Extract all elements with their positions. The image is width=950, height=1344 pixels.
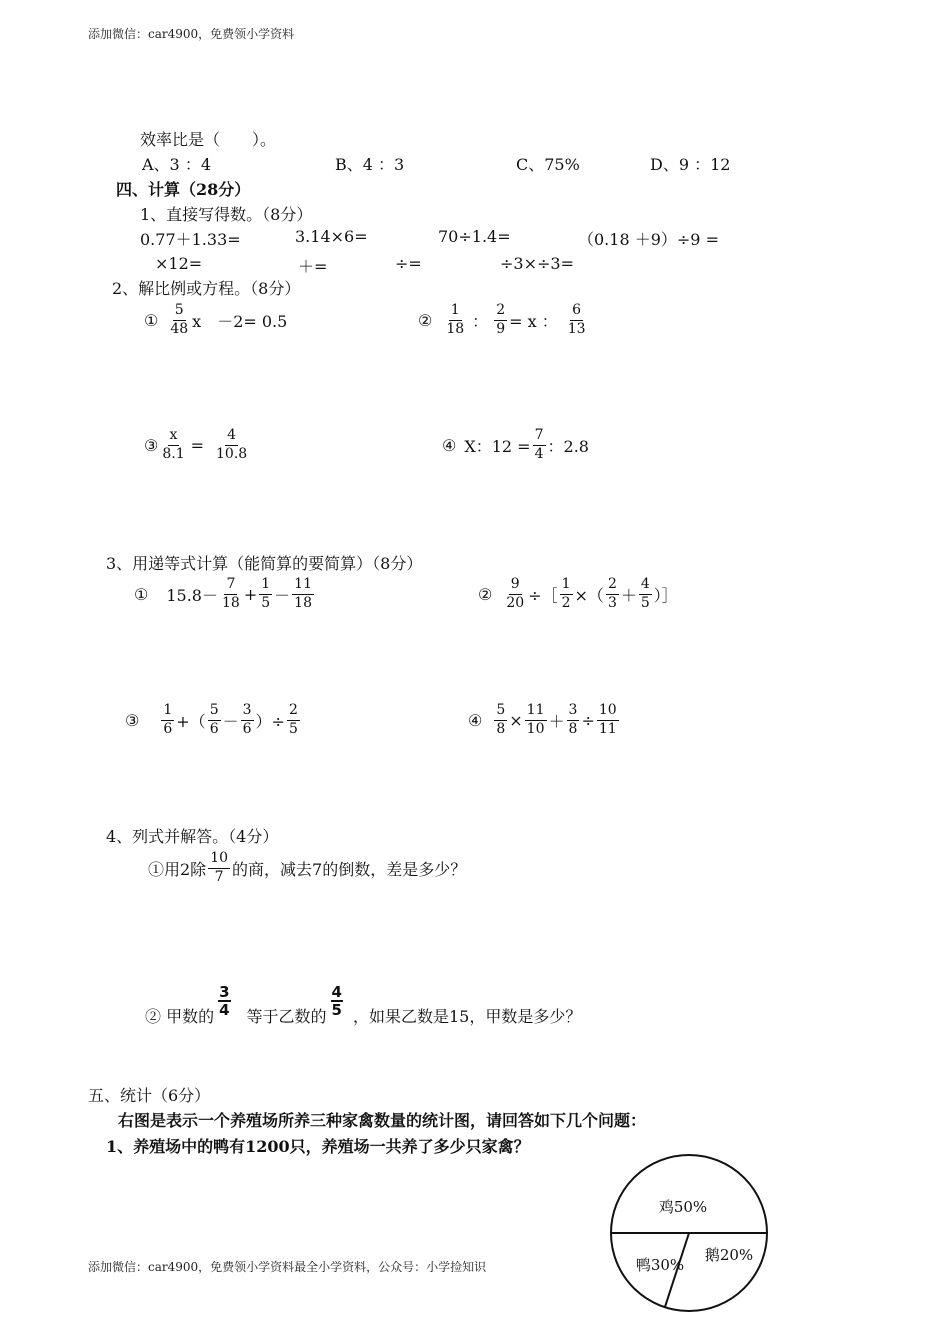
numerator: 9 (509, 576, 522, 595)
fraction (218, 984, 230, 1019)
numerator: 6 (570, 302, 583, 321)
calc-8: ÷3×÷3= (500, 254, 574, 273)
equation-3 (144, 427, 251, 463)
denominator: 6 (242, 720, 252, 737)
numerator: 1 (449, 302, 462, 321)
fraction (241, 702, 254, 738)
calc-1: 0.77＋1.33= (140, 230, 241, 249)
numerator: 4 (225, 427, 238, 446)
fraction (494, 302, 507, 338)
operator: ）÷ (255, 711, 285, 731)
numerator: 3 (567, 702, 580, 721)
expression-text: 15.8－ (166, 585, 218, 605)
denominator: 3 (607, 594, 617, 611)
fraction (560, 576, 573, 612)
numerator: 11 (292, 576, 314, 595)
problem-text: ①用2除 (148, 859, 207, 879)
numerator: 1 (259, 576, 272, 595)
numerator: 5 (173, 302, 186, 321)
operator: ÷［ (528, 585, 558, 605)
operator: － (274, 585, 291, 605)
operator: + (243, 584, 258, 604)
equation-2 (418, 302, 590, 338)
denominator: 18 (294, 594, 312, 611)
denominator: 5 (261, 594, 271, 611)
calc-6: ＋= (298, 257, 328, 276)
operator: － (222, 711, 239, 731)
numerator: 3 (219, 982, 230, 1001)
fraction (567, 702, 580, 738)
denominator: 8.1 (162, 445, 185, 462)
denominator: 8 (496, 720, 506, 737)
fraction (214, 427, 249, 463)
denominator: 4 (534, 445, 544, 462)
fraction (566, 302, 588, 338)
option-a: A、3 ：4 (142, 155, 212, 174)
part-3-title: 3、用递等式计算（能简算的要简算）（8分） (106, 554, 423, 573)
denominator: 48 (170, 320, 189, 337)
fraction (208, 702, 221, 738)
section-5-intro: 右图是表示一个养殖场所养三种家禽数量的统计图，请回答如下几个问题： (118, 1111, 647, 1130)
problem-text: ，如果乙数是15，甲数是多少？ (352, 1006, 582, 1026)
fraction (220, 576, 242, 612)
problem-text: 的商，减去7的倒数，差是多少？ (232, 859, 467, 879)
option-d: D、9 ：12 (650, 155, 731, 174)
footer-note: 添加微信：car4900，免费领小学资料最全小学资料，公众号：小学捡知识 (88, 1260, 487, 1274)
problem-text: ② 甲数的 (145, 1006, 215, 1026)
denominator: 10 (526, 720, 545, 737)
equation-4 (442, 427, 589, 463)
fraction (533, 427, 546, 463)
denominator: 5 (331, 1001, 342, 1019)
equation-mark: ③ (144, 435, 159, 455)
operator: ×（ (574, 585, 604, 605)
denominator: 4 (219, 1001, 230, 1019)
question-stem: 效率比是（ ）。 (140, 130, 277, 149)
denominator: 18 (446, 320, 465, 337)
fraction (597, 702, 619, 738)
denominator: 10.8 (216, 445, 248, 462)
part-4-title: 4、列式并解答。（4分） (106, 827, 279, 846)
numerator: 5 (208, 702, 221, 721)
numerator: 4 (331, 982, 342, 1001)
operator: ＋ (620, 585, 637, 605)
equation-text: = (190, 435, 205, 455)
fraction (494, 702, 507, 738)
expression-mark: ④ (468, 710, 483, 730)
numerator: 4 (639, 576, 652, 595)
equation-text: = x ： (509, 311, 558, 331)
equation-text: ： (472, 311, 489, 331)
fraction (444, 302, 466, 338)
equation-mark: ① (144, 310, 159, 330)
section-5-question-1: 1、养殖场中的鸭有1200只，养殖场一共养了多少只家禽？ (106, 1137, 530, 1156)
numerator: x (168, 427, 180, 446)
numerator: 10 (597, 702, 619, 721)
denominator: 13 (567, 320, 586, 337)
part-1-title: 1、直接写得数。（8分） (140, 205, 313, 224)
operator: × (509, 710, 523, 730)
denominator: 20 (506, 594, 525, 611)
pie-chart (600, 1148, 780, 1318)
calc-3: 70÷1.4= (438, 227, 511, 246)
denominator: 5 (640, 594, 650, 611)
option-c: C、75% (516, 155, 580, 174)
numerator: 1 (161, 702, 174, 721)
fraction (331, 984, 343, 1019)
calc-2: 3.14×6= (295, 227, 368, 246)
calc-7: ÷= (395, 254, 422, 273)
numerator: 10 (208, 850, 230, 869)
equation-mark: ④ (442, 435, 457, 455)
fraction (606, 576, 619, 612)
denominator: 5 (288, 720, 298, 737)
numerator: 5 (494, 702, 507, 721)
denominator: 8 (568, 720, 578, 737)
denominator: 11 (598, 720, 617, 737)
section-5-title: 五、统计（6分） (88, 1086, 211, 1105)
fraction (208, 850, 230, 886)
numerator: 2 (606, 576, 619, 595)
calc-5: ×12= (155, 254, 203, 273)
denominator: 7 (214, 868, 224, 885)
denominator: 6 (209, 720, 219, 737)
problem-text: 等于乙数的 (246, 1006, 327, 1026)
header-note: 添加微信：car4900，免费领小学资料 (88, 27, 295, 41)
numerator: 7 (533, 427, 546, 446)
pie-label-chicken: 鸡50% (658, 1198, 708, 1216)
equation-1 (144, 302, 287, 338)
expression-3 (125, 702, 302, 738)
pie-label-duck: 鸭30% (635, 1256, 685, 1274)
numerator: 2 (494, 302, 507, 321)
equation-text: x －2= 0.5 (192, 311, 288, 331)
operator: ）］ (653, 585, 678, 605)
denominator: 18 (221, 594, 240, 611)
expression-mark: ③ (125, 710, 140, 730)
pie-label-goose: 鹅20% (704, 1246, 754, 1264)
operator: ÷ (581, 710, 595, 730)
operator: ＋ (548, 711, 565, 731)
expression-2 (478, 576, 678, 612)
fraction (160, 427, 186, 463)
numerator: 11 (525, 702, 547, 721)
fraction (292, 576, 314, 612)
numerator: 1 (560, 576, 573, 595)
numerator: 2 (287, 702, 300, 721)
fraction (504, 576, 526, 612)
fraction (287, 702, 300, 738)
fraction (168, 302, 190, 338)
expression-1 (134, 576, 316, 612)
section-4-title: 四、计算（28分） (116, 180, 251, 199)
part-2-title: 2、解比例或方程。（8分） (112, 279, 301, 298)
expression-4 (468, 702, 621, 738)
word-problem-1 (148, 850, 466, 886)
denominator: 6 (163, 720, 173, 737)
denominator: 2 (561, 594, 571, 611)
expression-mark: ① (134, 584, 149, 604)
numerator: 7 (224, 576, 237, 595)
calc-4: （0.18 ＋9）÷9 = (578, 230, 719, 249)
fraction (639, 576, 652, 612)
word-problem-2 (145, 982, 582, 1045)
numerator: 3 (241, 702, 254, 721)
operator: +（ (176, 711, 206, 731)
expression-mark: ② (478, 584, 493, 604)
equation-text: ：2.8 (547, 436, 589, 456)
denominator: 9 (496, 320, 506, 337)
fraction (525, 702, 547, 738)
fraction (259, 576, 272, 612)
equation-text: X：12 = (464, 436, 531, 456)
fraction (161, 702, 174, 738)
option-b: B、4 ：3 (335, 155, 405, 174)
equation-mark: ② (418, 310, 433, 330)
